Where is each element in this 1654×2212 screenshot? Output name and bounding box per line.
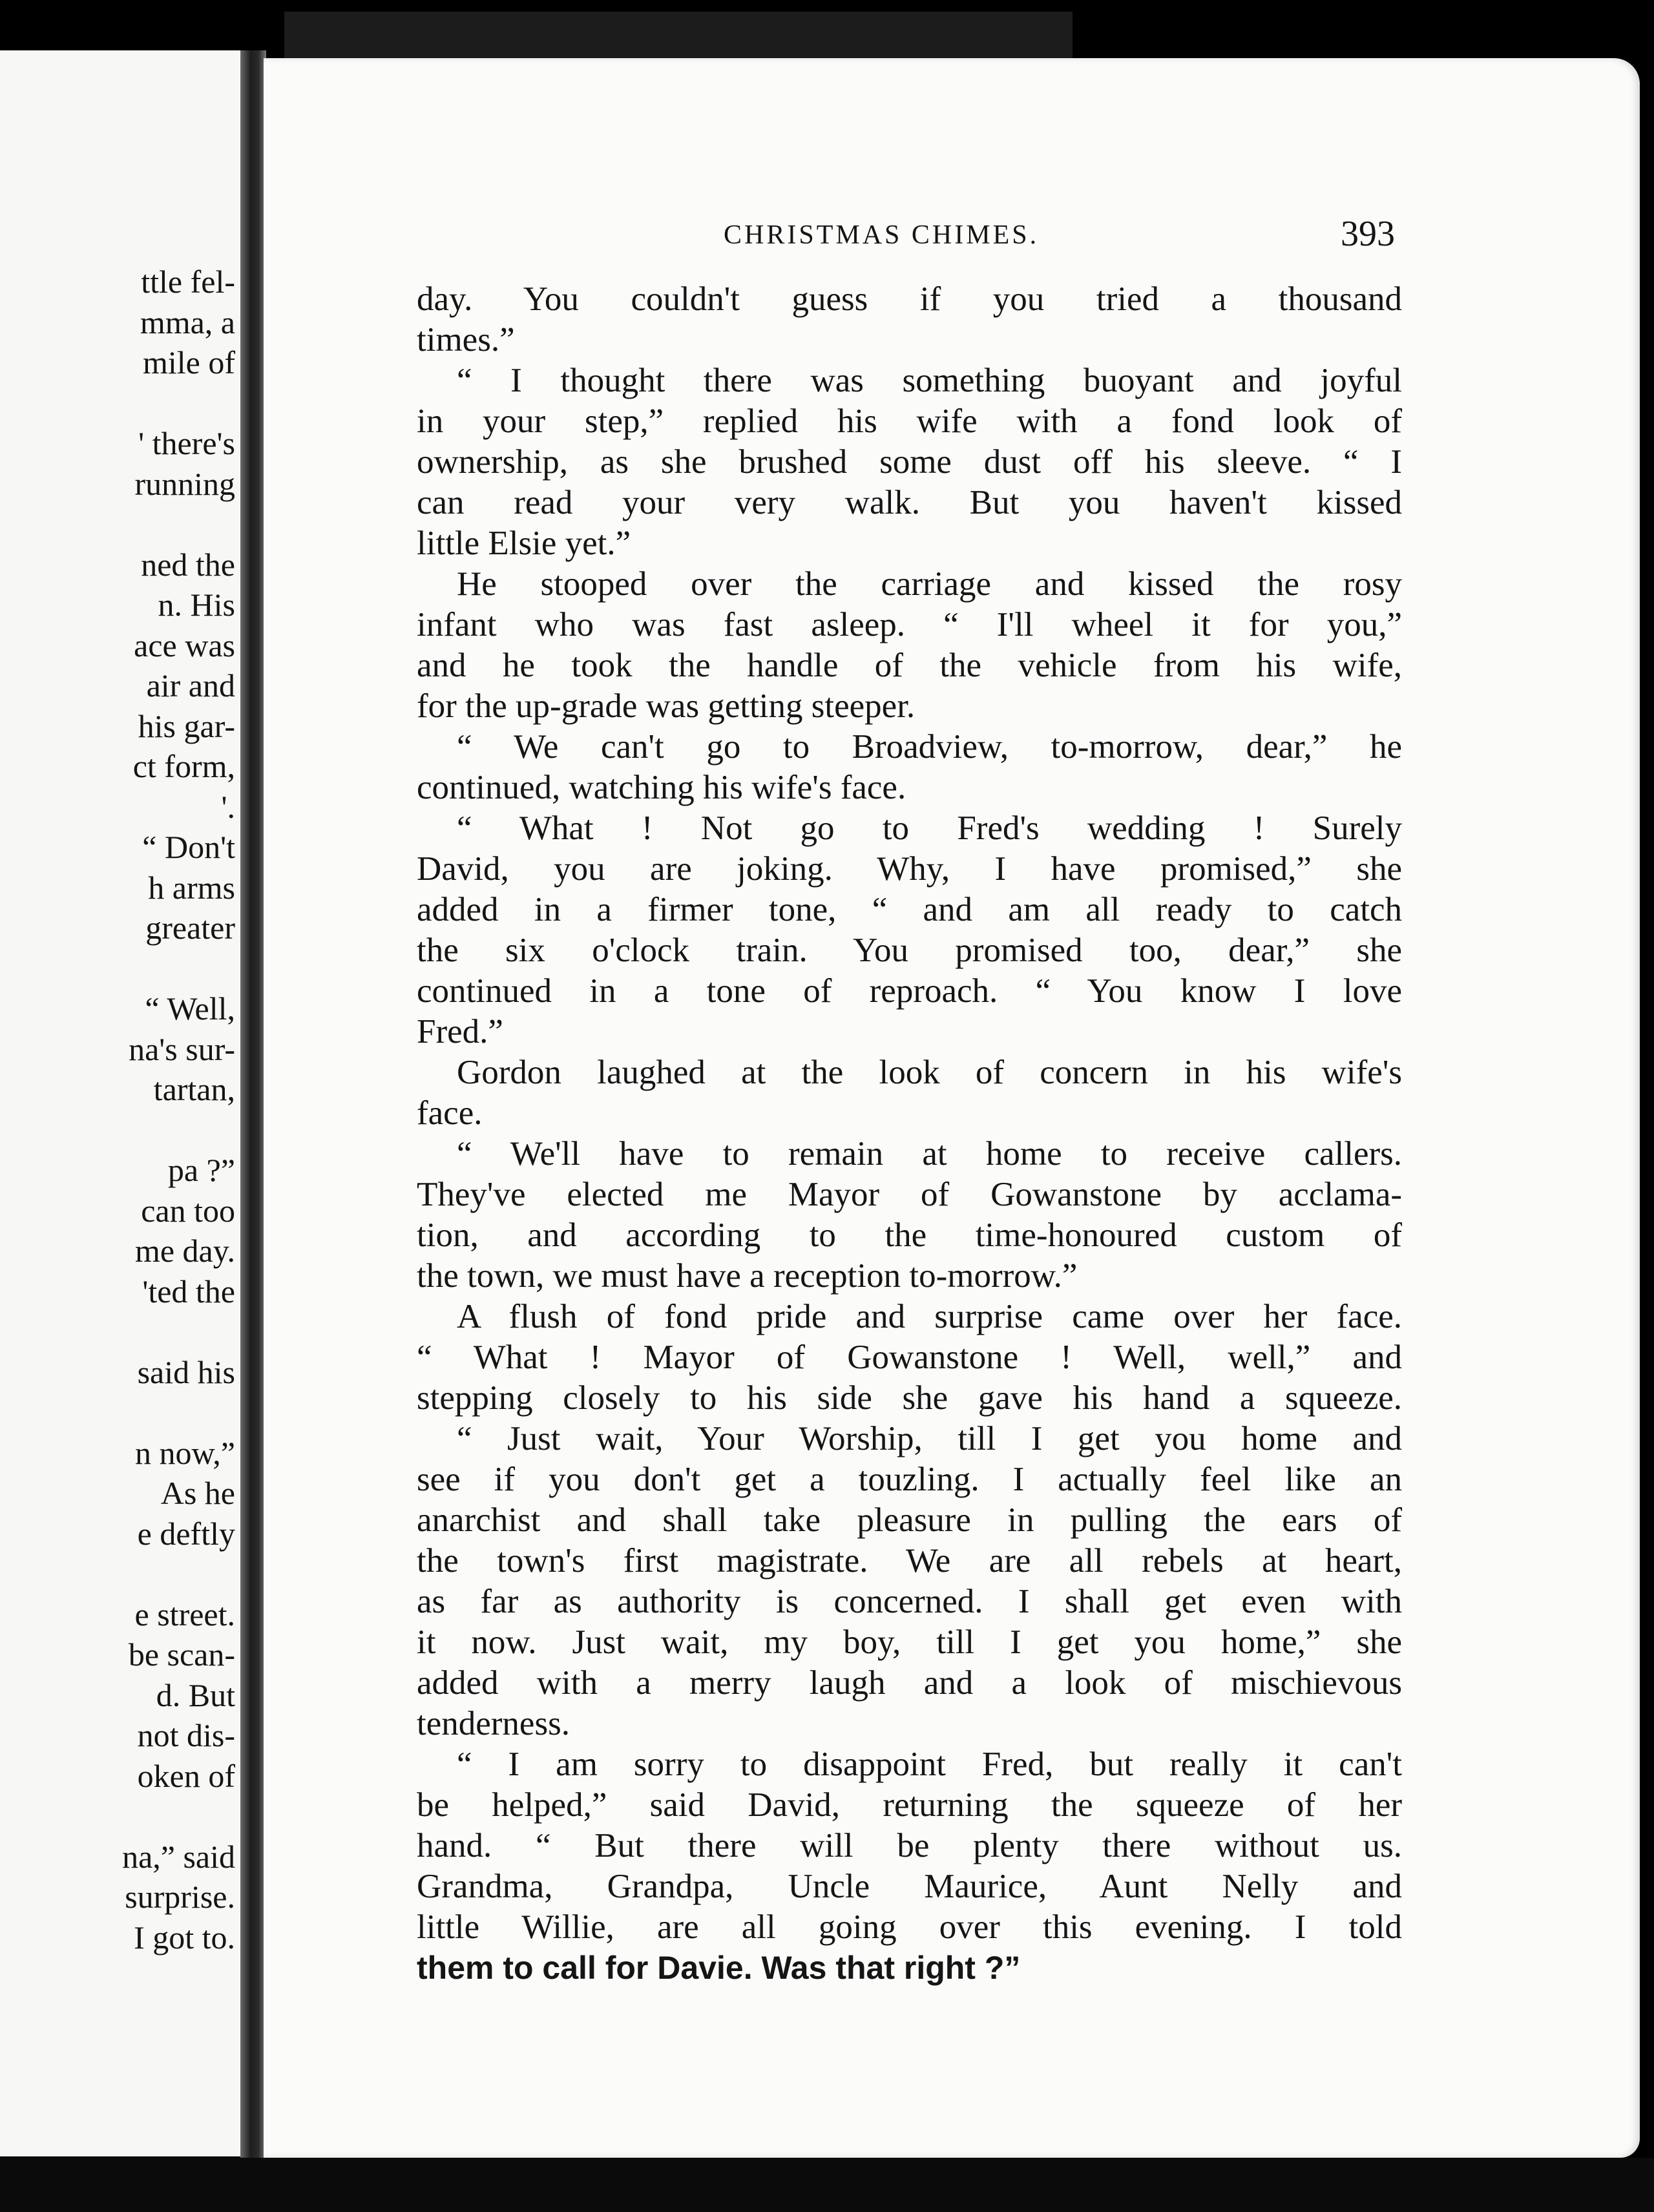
page-number: 393 <box>1341 214 1395 254</box>
left-page-line: ned the <box>141 546 235 583</box>
text-line: times.” <box>417 321 515 359</box>
left-page-line: “ Well, <box>145 990 235 1027</box>
text-line: added in a firmer tone, “ and am all ready to catch <box>417 891 1402 928</box>
text-line: Fred.” <box>417 1013 503 1050</box>
text-line: “ I thought there was something buoyant and joyful <box>457 362 1402 399</box>
text-line: tenderness. <box>417 1705 570 1742</box>
left-page-line: mile of <box>142 344 235 381</box>
text-line: “ What ! Not go to Fred's wedding ! Surely <box>457 809 1402 847</box>
text-line: continued, watching his wife's face. <box>417 769 906 806</box>
text-line: stepping closely to his side she gave his hand a squeeze. <box>417 1379 1402 1417</box>
text-line: ownership, as she brushed some dust off his sleeve. “ I <box>417 443 1402 481</box>
text-line: as far as authority is concerned. I shall get even with <box>417 1583 1402 1620</box>
text-line: day. You couldn't guess if you tried a thousand <box>417 280 1402 318</box>
text-line: in your step,” replied his wife with a fond look of <box>417 402 1402 440</box>
left-page-line: '. <box>221 788 235 825</box>
text-line: the town's first magistrate. We are all rebels at heart, <box>417 1542 1402 1580</box>
left-page-line: e deftly <box>137 1515 235 1552</box>
text-line: little Willie, are all going over this evening. I told <box>417 1908 1402 1946</box>
bottom-edge <box>0 2158 1654 2212</box>
text-line: the town, we must have a reception to-morrow.” <box>417 1257 1078 1295</box>
text-line: added with a merry laugh and a look of mischievous <box>417 1664 1402 1702</box>
text-line: the six o'clock train. You promised too, dear,” she <box>417 932 1402 969</box>
text-line: continued in a tone of reproach. “ You know I love <box>417 972 1402 1010</box>
left-page-line: As he <box>160 1475 235 1511</box>
left-page <box>0 50 240 2156</box>
text-line: “ What ! Mayor of Gowanstone ! Well, well,” and <box>417 1339 1402 1376</box>
left-page-line: ct form, <box>132 748 235 784</box>
left-page-line: running <box>134 465 235 502</box>
left-page-line: na's sur- <box>129 1030 235 1067</box>
left-page-line: na,” said <box>122 1838 235 1875</box>
text-line: anarchist and shall take pleasure in pulling the ears of <box>417 1501 1402 1539</box>
text-line: “ We can't go to Broadview, to-morrow, dear,” he <box>457 728 1402 766</box>
text-line: tion, and according to the time-honoured custom of <box>417 1216 1402 1254</box>
left-page-line: oken of <box>137 1757 235 1794</box>
left-page-line: 'ted the <box>142 1273 235 1309</box>
book-gutter <box>240 50 266 2163</box>
text-line: Gordon laughed at the look of concern in his wife's <box>457 1054 1402 1091</box>
left-page-line: surprise. <box>125 1879 235 1915</box>
text-line: them to call for Davie. Was that right ?” <box>417 1950 1021 1986</box>
text-line: He stooped over the carriage and kissed the rosy <box>457 565 1402 603</box>
left-page-line: tartan, <box>153 1071 235 1107</box>
left-page-line: ace was <box>134 627 235 663</box>
left-page-line: d. But <box>156 1676 235 1713</box>
text-line: for the up-grade was getting steeper. <box>417 687 916 725</box>
text-line: it now. Just wait, my boy, till I get you home,” she <box>417 1623 1402 1661</box>
left-page-line: air and <box>146 667 235 704</box>
text-line: be helped,” said David, returning the squeeze of her <box>417 1786 1402 1824</box>
left-page-line: ttle fel- <box>141 264 235 300</box>
left-page-line: “ Don't <box>142 829 235 865</box>
text-line: “ I am sorry to disappoint Fred, but really it can't <box>457 1746 1402 1783</box>
text-line: see if you don't get a touzling. I actually feel like an <box>417 1461 1402 1498</box>
left-page-line: I got to. <box>134 1919 235 1956</box>
text-line: “ We'll have to remain at home to receive callers. <box>457 1135 1402 1173</box>
left-page-line: n now,” <box>134 1434 235 1471</box>
text-line: face. <box>417 1094 483 1132</box>
left-page-line: said his <box>137 1353 235 1390</box>
left-page-line: n. His <box>158 587 235 623</box>
text-line: little Elsie yet.” <box>417 525 631 562</box>
text-line: and he took the handle of the vehicle from his wife, <box>417 647 1402 684</box>
left-page-line: not dis- <box>137 1717 235 1753</box>
text-line: Grandma, Grandpa, Uncle Maurice, Aunt Nelly and <box>417 1868 1402 1905</box>
left-page-line: his gar- <box>138 707 235 744</box>
text-line: They've elected me Mayor of Gowanstone by acclama- <box>417 1176 1402 1213</box>
left-page-line: h arms <box>148 869 235 906</box>
text-line: hand. “ But there will be plenty there without us. <box>417 1827 1402 1864</box>
left-page-line: ' there's <box>138 425 235 461</box>
running-head: CHRISTMAS CHIMES. <box>724 220 1040 250</box>
left-page-line: e street. <box>134 1596 235 1633</box>
left-page-line: greater <box>145 910 235 946</box>
text-line: “ Just wait, Your Worship, till I get you home and <box>457 1420 1402 1457</box>
text-line: can read your very walk. But you haven't kissed <box>417 484 1402 521</box>
text-line: infant who was fast asleep. “ I'll wheel it for you,” <box>417 606 1402 643</box>
left-page-line: pa ?” <box>167 1152 235 1188</box>
left-page-line: can too <box>141 1192 235 1229</box>
body-text <box>417 279 1402 1988</box>
text-line: A flush of fond pride and surprise came over her face. <box>457 1298 1402 1335</box>
text-line: David, you are joking. Why, I have promised,” she <box>417 850 1402 888</box>
left-page-line: mma, a <box>140 304 235 340</box>
left-page-line: me day. <box>134 1233 235 1269</box>
left-page-line: be scan- <box>128 1636 235 1673</box>
